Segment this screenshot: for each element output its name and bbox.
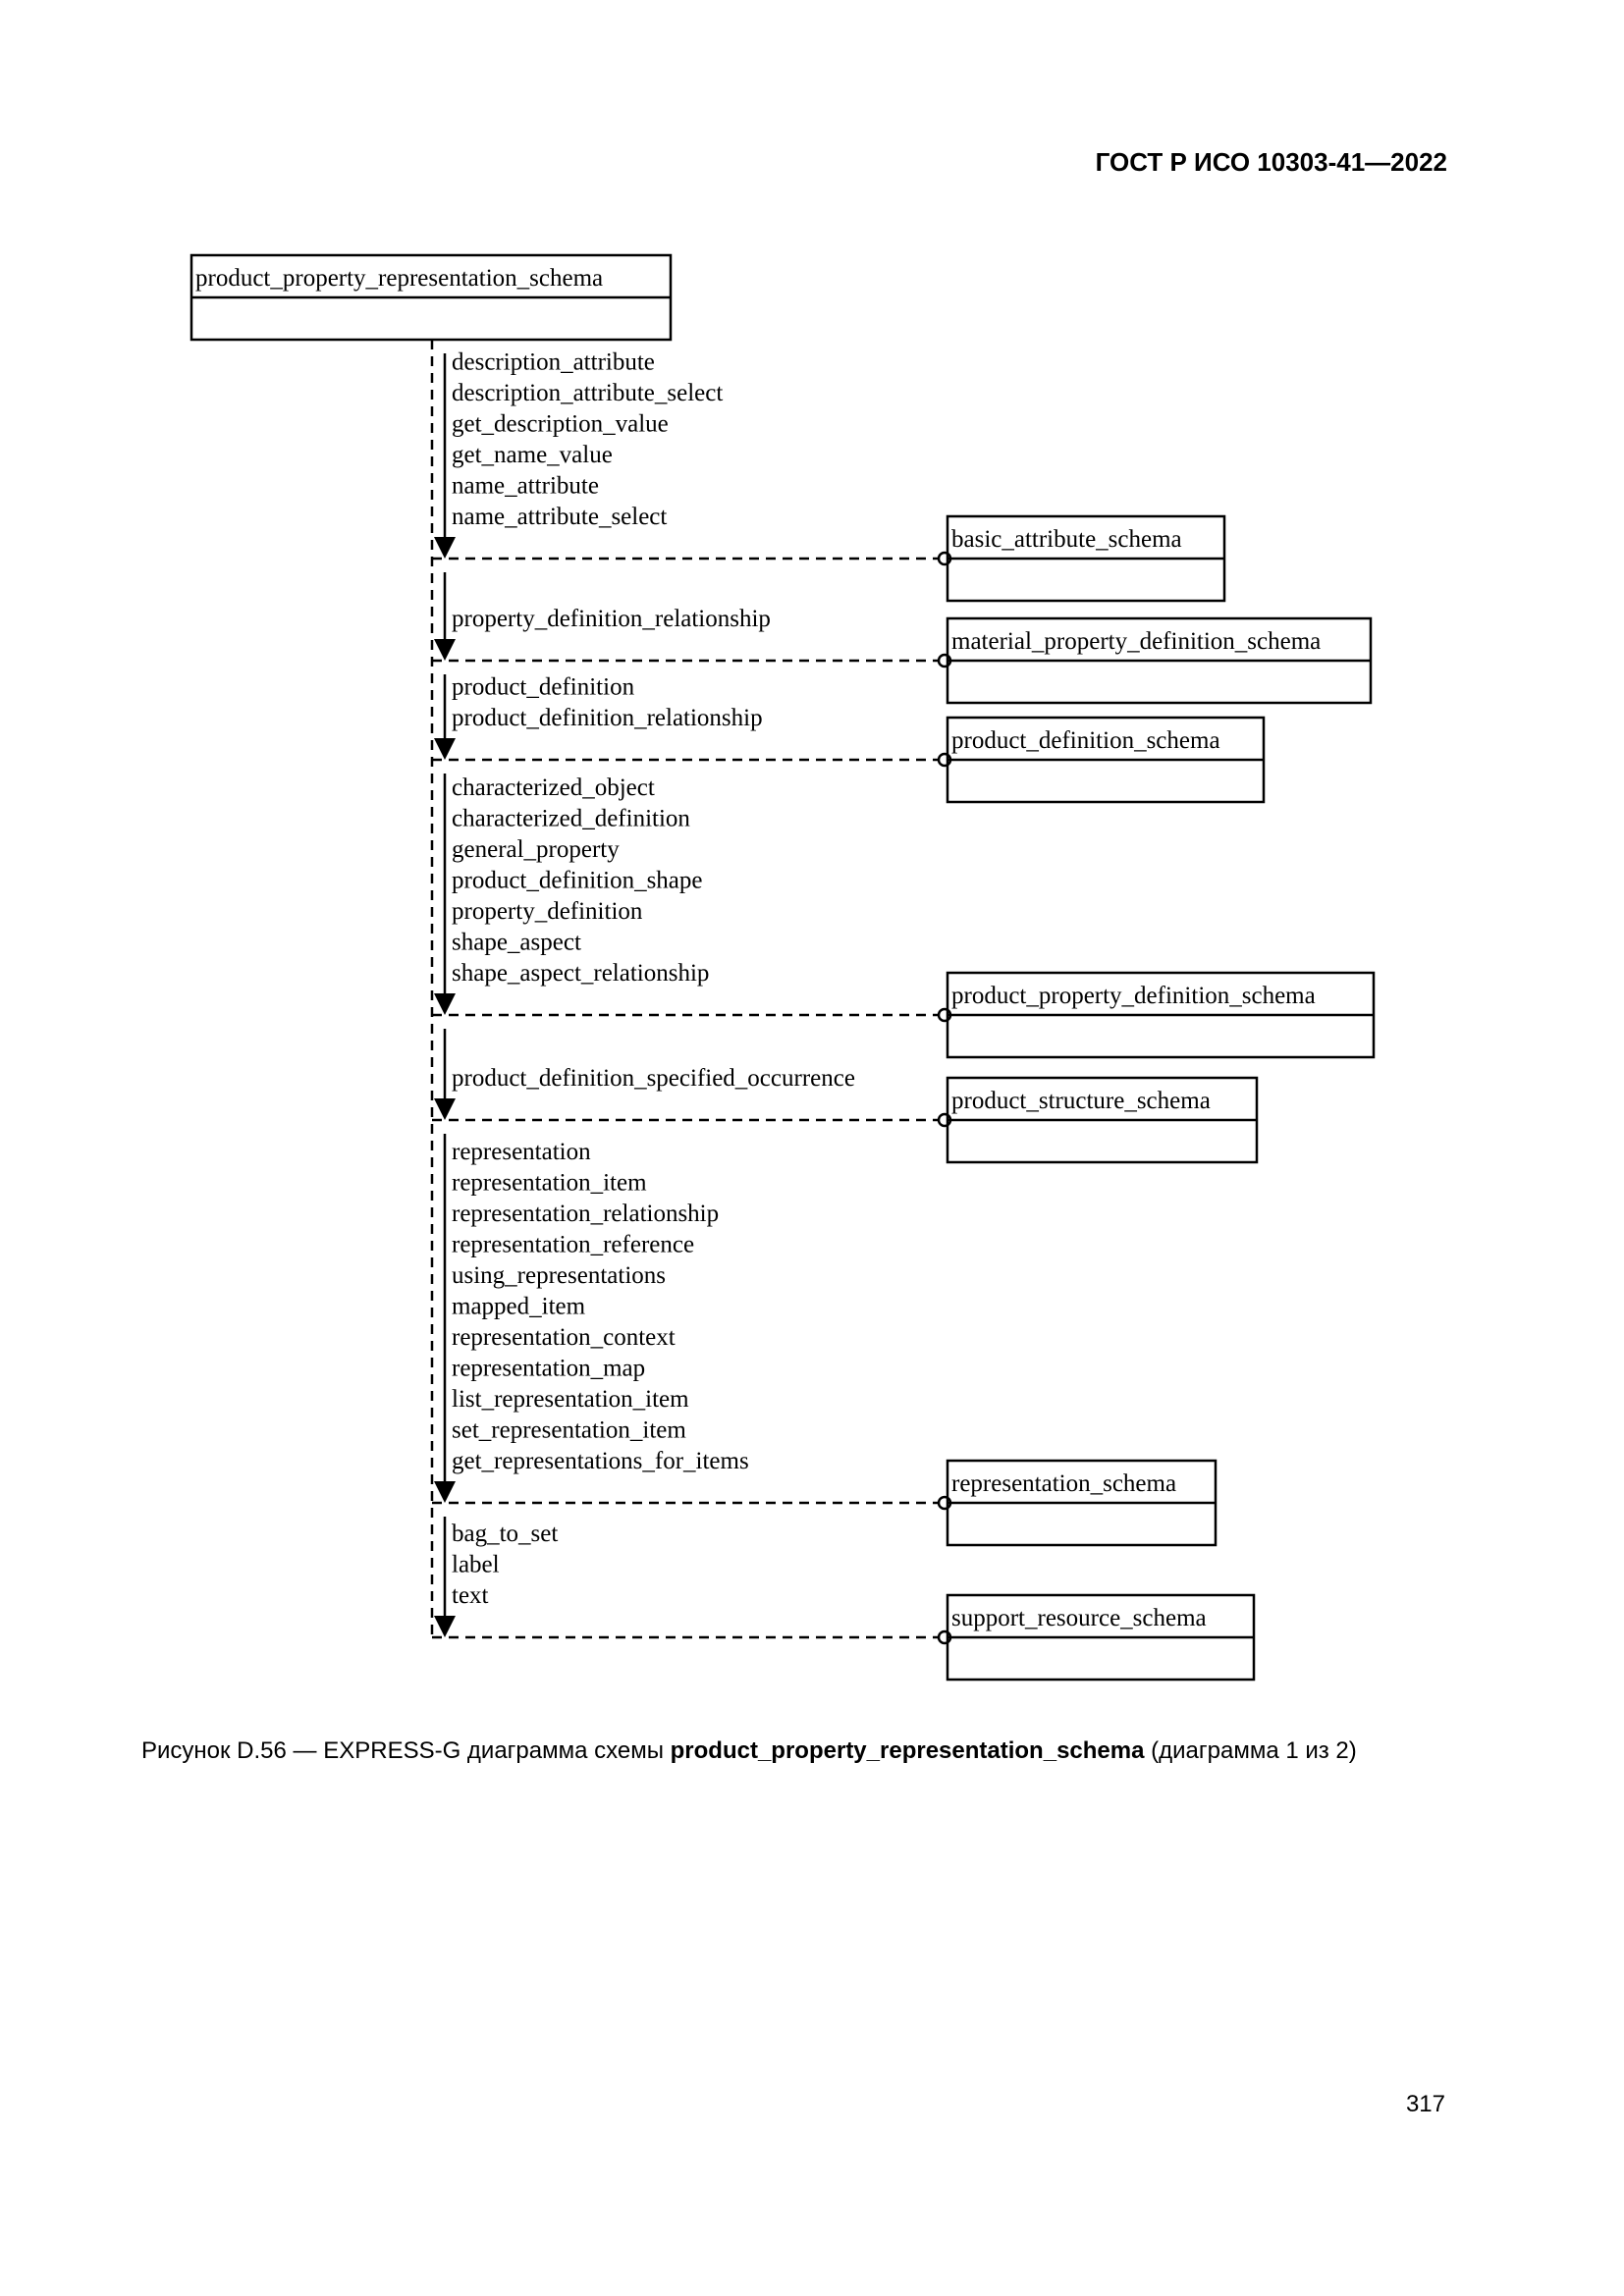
referenced-item-label: name_attribute xyxy=(452,472,599,500)
referenced-item-label: name_attribute_select xyxy=(452,504,668,530)
referenced-item-label: bag_to_set xyxy=(452,1521,559,1547)
referenced-item-label: using_representations xyxy=(452,1262,667,1289)
schema-box-name: representation_schema xyxy=(951,1470,1177,1497)
referenced-item-label: set_representation_item xyxy=(452,1416,686,1444)
referenced-item-label: label xyxy=(452,1551,500,1578)
reference-arrowhead xyxy=(434,738,456,760)
referenced-item-label: representation_item xyxy=(452,1169,647,1197)
referenced-item-label: characterized_object xyxy=(452,774,655,801)
referenced-item-label: list_representation_item xyxy=(452,1386,689,1413)
referenced-item-label: shape_aspect xyxy=(452,929,581,956)
referenced-item-label: product_definition_relationship xyxy=(452,705,763,731)
reference-arrowhead xyxy=(434,1098,456,1120)
referenced-item-label: general_property xyxy=(452,836,620,863)
reference-arrowhead xyxy=(434,993,456,1015)
reference-arrowhead xyxy=(434,537,456,559)
reference-arrowhead xyxy=(434,1616,456,1637)
reference-arrowhead xyxy=(434,1481,456,1503)
referenced-item-label: property_definition_relationship xyxy=(452,606,771,632)
referenced-item-label: get_name_value xyxy=(452,442,613,468)
schema-box-name: product_definition_schema xyxy=(951,727,1220,754)
schema-box-name: support_resource_schema xyxy=(951,1605,1207,1631)
referenced-item-label: representation_map xyxy=(452,1355,646,1382)
referenced-item-label: mapped_item xyxy=(452,1293,586,1320)
caption-suffix: (диаграмма 1 из 2) xyxy=(1144,1737,1357,1764)
referenced-item-label: text xyxy=(452,1582,489,1609)
main-schema-name: product_property_representation_schema xyxy=(195,265,604,292)
referenced-item-label: get_representations_for_items xyxy=(452,1448,749,1474)
referenced-item-label: property_definition xyxy=(452,898,643,925)
caption-prefix: Рисунок D.56 — EXPRESS-G диаграмма схемы xyxy=(141,1737,671,1764)
referenced-item-label: description_attribute_select xyxy=(452,380,724,406)
document-id: ГОСТ Р ИСО 10303-41—2022 xyxy=(1095,147,1447,177)
schema-box-name: product_structure_schema xyxy=(951,1088,1211,1114)
referenced-item-label: product_definition xyxy=(452,673,635,701)
schema-box-name: product_property_definition_schema xyxy=(951,983,1316,1009)
referenced-item-label: representation xyxy=(452,1139,591,1165)
figure-caption xyxy=(141,1737,1357,1765)
referenced-item-label: representation_context xyxy=(452,1324,676,1351)
referenced-item-label: characterized_definition xyxy=(452,805,690,832)
caption-schema: product_property_representation_schema xyxy=(670,1737,1145,1764)
referenced-item-label: description_attribute xyxy=(452,348,655,376)
referenced-item-label: product_definition_shape xyxy=(452,867,703,894)
page-number: 317 xyxy=(1405,2091,1445,2117)
schema-box-name: material_property_definition_schema xyxy=(951,628,1322,655)
referenced-item-label: representation_relationship xyxy=(452,1201,720,1227)
referenced-item-label: get_description_value xyxy=(452,410,669,438)
referenced-item-label: representation_reference xyxy=(452,1231,695,1258)
schema-box-name: basic_attribute_schema xyxy=(951,526,1182,553)
reference-arrowhead xyxy=(434,639,456,661)
referenced-item-label: product_definition_specified_occurrence xyxy=(452,1065,855,1092)
referenced-item-label: shape_aspect_relationship xyxy=(452,960,710,987)
